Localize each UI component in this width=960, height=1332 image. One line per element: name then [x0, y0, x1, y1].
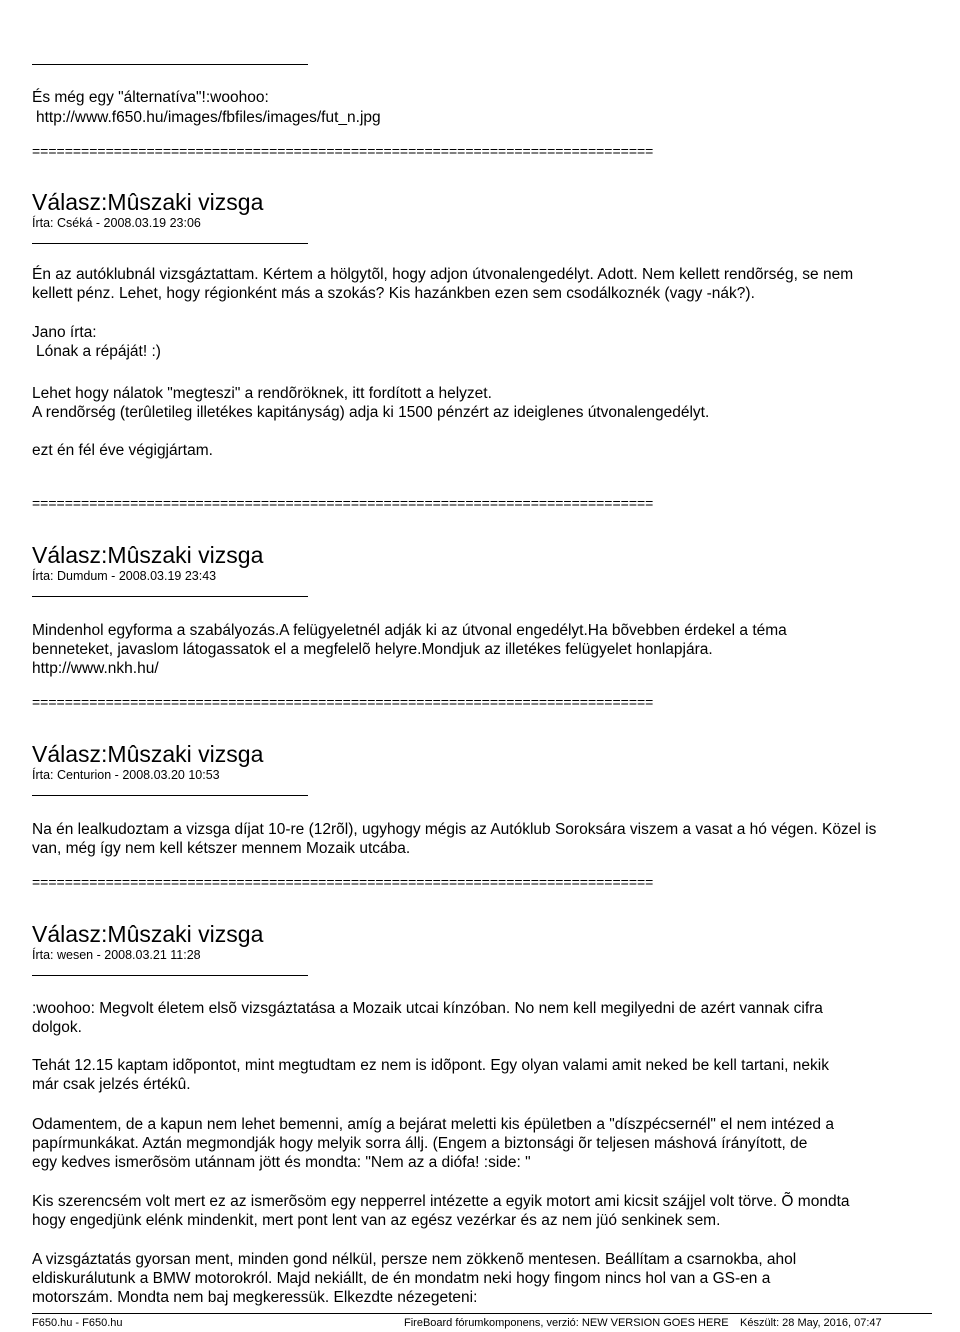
post-meta: Írta: Centurion - 2008.03.20 10:53	[32, 768, 220, 782]
separator: ============================================================================	[32, 495, 654, 511]
post-meta: Írta: wesen - 2008.03.21 11:28	[32, 948, 201, 962]
intro-link[interactable]: http://www.f650.hu/images/fbfiles/images/fut_n.jpg	[36, 109, 381, 126]
footer-site: F650.hu - F650.hu	[32, 1317, 123, 1329]
post-text: Én az autóklubnál vizsgáztattam. Kértem a hölgytõl, hogy adjon útvonalengedélyt. Adott. Nem kellett rendõrség, se nem	[32, 266, 854, 283]
quote-author: Jano írta:	[32, 324, 97, 341]
post-text: A rendõrség (terûletileg illetékes kapitányság) adja ki 1500 pénzért az ideiglenes útvonalengedélyt.	[32, 404, 710, 421]
post-text: hogy engedjünk elénk mindenkit, mert pont lent van az egész vezérkar és az nem jüó senkinek sem.	[32, 1212, 721, 1229]
divider	[32, 795, 308, 796]
post-text: dolgok.	[32, 1019, 82, 1036]
post-title: Válasz:Mûszaki vizsga	[32, 189, 264, 215]
footer-rule	[32, 1313, 932, 1314]
post-text: kellett pénz. Lehet, hogy régionként más a szokás? Kis hazánkben ezen sem csodálkoznék (vagy -nák?).	[32, 285, 755, 302]
separator: ============================================================================	[32, 874, 654, 890]
separator: ============================================================================	[32, 143, 654, 159]
divider	[32, 975, 308, 976]
post-text: van, még így nem kell kétszer mennem Mozaik utcába.	[32, 840, 411, 857]
footer-component: FireBoard fórumkomponens, verzió: NEW VERSION GOES HERE	[404, 1317, 729, 1329]
post-text: ezt én fél éve végigjártam.	[32, 442, 213, 459]
post-text: benneteket, javaslom látogassatok el a megfelelõ helyre.Mondjuk az illetékes felügyelet honlapjára.	[32, 641, 713, 658]
post-link[interactable]: http://www.nkh.hu/	[32, 660, 159, 677]
post-text: már csak jelzés értékû.	[32, 1076, 191, 1093]
divider	[32, 243, 308, 244]
post-title: Válasz:Mûszaki vizsga	[32, 542, 264, 568]
separator: ============================================================================	[32, 694, 654, 710]
post-text: egy kedves ismerõsöm utánnam jött és mondta: "Nem az a diófa! :side: "	[32, 1154, 531, 1171]
divider	[32, 596, 308, 597]
post-text: Odamentem, de a kapun nem lehet bemenni, amíg a bejárat meletti kis épületben a "díszpécsernél" el nem intézed a	[32, 1116, 834, 1133]
post-title: Válasz:Mûszaki vizsga	[32, 921, 264, 947]
quote-text: Lónak a répáját! :)	[36, 343, 161, 360]
post-text: papírmunkákat. Aztán megmondják hogy melyik sorra állj. (Engem a biztonsági õr teljesen máshová írányított, de	[32, 1135, 808, 1152]
post-text: :woohoo: Megvolt életem elsõ vizsgáztatása a Mozaik utcai kínzóban. No nem kell megilyedni de azért vannak cifra	[32, 1000, 823, 1017]
post-text: Na én lealkudoztam a vizsga díjat 10-re (12rõl), ugyhogy mégis az Autóklub Soroksára viszem a vasat a hó végen. Közel is	[32, 821, 877, 838]
post-meta: Írta: Cséká - 2008.03.19 23:06	[32, 216, 201, 230]
post-text: Mindenhol egyforma a szabályozás.A felügyeletnél adják ki az útvonal engedélyt.Ha bõvebben érdekel a téma	[32, 622, 787, 639]
post-text: A vizsgáztatás gyorsan ment, minden gond nélkül, persze nem zökkenõ mentesen. Beállítam a csarnokba, ahol	[32, 1251, 797, 1268]
post-meta: Írta: Dumdum - 2008.03.19 23:43	[32, 569, 217, 583]
intro-text: És még egy "álternatíva"!:woohoo:	[32, 89, 269, 106]
footer-timestamp: Készült: 28 May, 2016, 07:47	[740, 1317, 882, 1329]
post-text: eldiskurálutunk a BMW motorokról. Majd nekiállt, de én mondatm neki hogy fingom nincs hol van a GS-en a	[32, 1270, 771, 1287]
post-text: Kis szerencsém volt mert ez az ismerõsöm egy nepperrel intézette a egyik motort ami kicsit szájjel volt törve. Õ mondta	[32, 1193, 850, 1210]
post-text: Lehet hogy nálatok "megteszi" a rendõröknek, itt fordított a helyzet.	[32, 385, 492, 402]
post-text: Tehát 12.15 kaptam idõpontot, mint megtudtam ez nem is idõpont. Egy olyan valami amit neked be kell tartani, nekik	[32, 1057, 829, 1074]
post-text: motorszám. Mondta nem baj megkeressük. Elkezdte nézegeteni:	[32, 1289, 478, 1306]
divider	[32, 64, 308, 65]
post-title: Válasz:Mûszaki vizsga	[32, 741, 264, 767]
